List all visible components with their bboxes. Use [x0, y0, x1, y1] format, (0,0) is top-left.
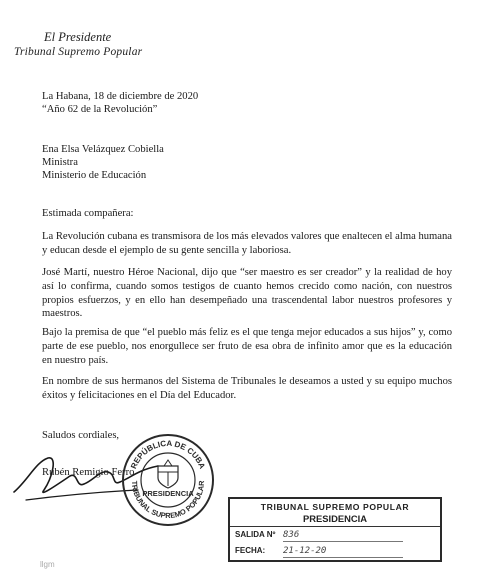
recipient-name: Ena Elsa Velázquez Cobiella — [42, 144, 164, 155]
signer-name: Rubén Remigio Ferro — [42, 467, 135, 478]
stamp-salida-label: SALIDA Nº — [235, 530, 276, 539]
stamp-fecha-label: FECHA: — [235, 546, 266, 555]
stamp-subheader: PRESIDENCIA — [230, 513, 440, 527]
coat-of-arms-icon — [158, 460, 178, 488]
stamp-fecha-value: 21-12-20 — [283, 545, 403, 558]
salutation: Estimada compañera: — [42, 208, 134, 219]
recipient-org: Ministerio de Educación — [42, 170, 147, 181]
stamp-salida-value: 836 — [283, 529, 403, 542]
stamp-salida-row — [230, 527, 440, 543]
seal-ring-top: REPÚBLICA DE CUBA — [129, 438, 207, 471]
letterhead — [14, 30, 142, 60]
letterhead-institution: Tribunal Supremo Popular — [14, 46, 143, 58]
seal-ring-bottom: TRIBUNAL SUPREMO POPULAR — [129, 480, 207, 520]
paragraph-3: Bajo la premisa de que “el pueblo más feliz es el que tenga mejor educados a sus hijos” y, como parte de ese pueblo, nos enorgullece ser fruto de esa obra de infinito amor que es la educación en nuestro país. — [42, 327, 452, 366]
stamp-header: TRIBUNAL SUPREMO POPULAR — [260, 502, 410, 512]
footer-initials: llgm — [40, 560, 55, 569]
year-motto: “Año 62 de la Revolución” — [42, 104, 158, 115]
place-date: La Habana, 18 de diciembre de 2020 — [42, 91, 199, 102]
stamp-fecha-row — [230, 543, 440, 559]
paragraph-4: En nombre de sus hermanos del Sistema de Tribunales le deseamos a usted y su equipo muchos éxitos y felicitaciones en el Día del Educador. — [42, 376, 452, 401]
closing: Saludos cordiales, — [42, 430, 120, 441]
official-seal — [120, 430, 216, 530]
registry-stamp — [228, 497, 442, 562]
letterhead-title: El Presidente — [44, 30, 112, 44]
paragraph-1: La Revolución cubana es transmisora de los más elevados valores que enaltecen el alma humana y educan desde el ejemplo de su gente sencilla y laboriosa. — [42, 231, 452, 256]
recipient-title: Ministra — [42, 157, 78, 168]
seal-center-text: PRESIDENCIA — [142, 489, 194, 498]
paragraph-2: José Martí, nuestro Héroe Nacional, dijo que “ser maestro es ser creador” y la realidad de hoy así lo confirma, cuando somos testigos de cuanto hemos crecido como nación, con nuestros propios esfuerzos, y en ello han desempeñado una trascendental labor nuestros profesores y maestros. — [42, 267, 452, 320]
